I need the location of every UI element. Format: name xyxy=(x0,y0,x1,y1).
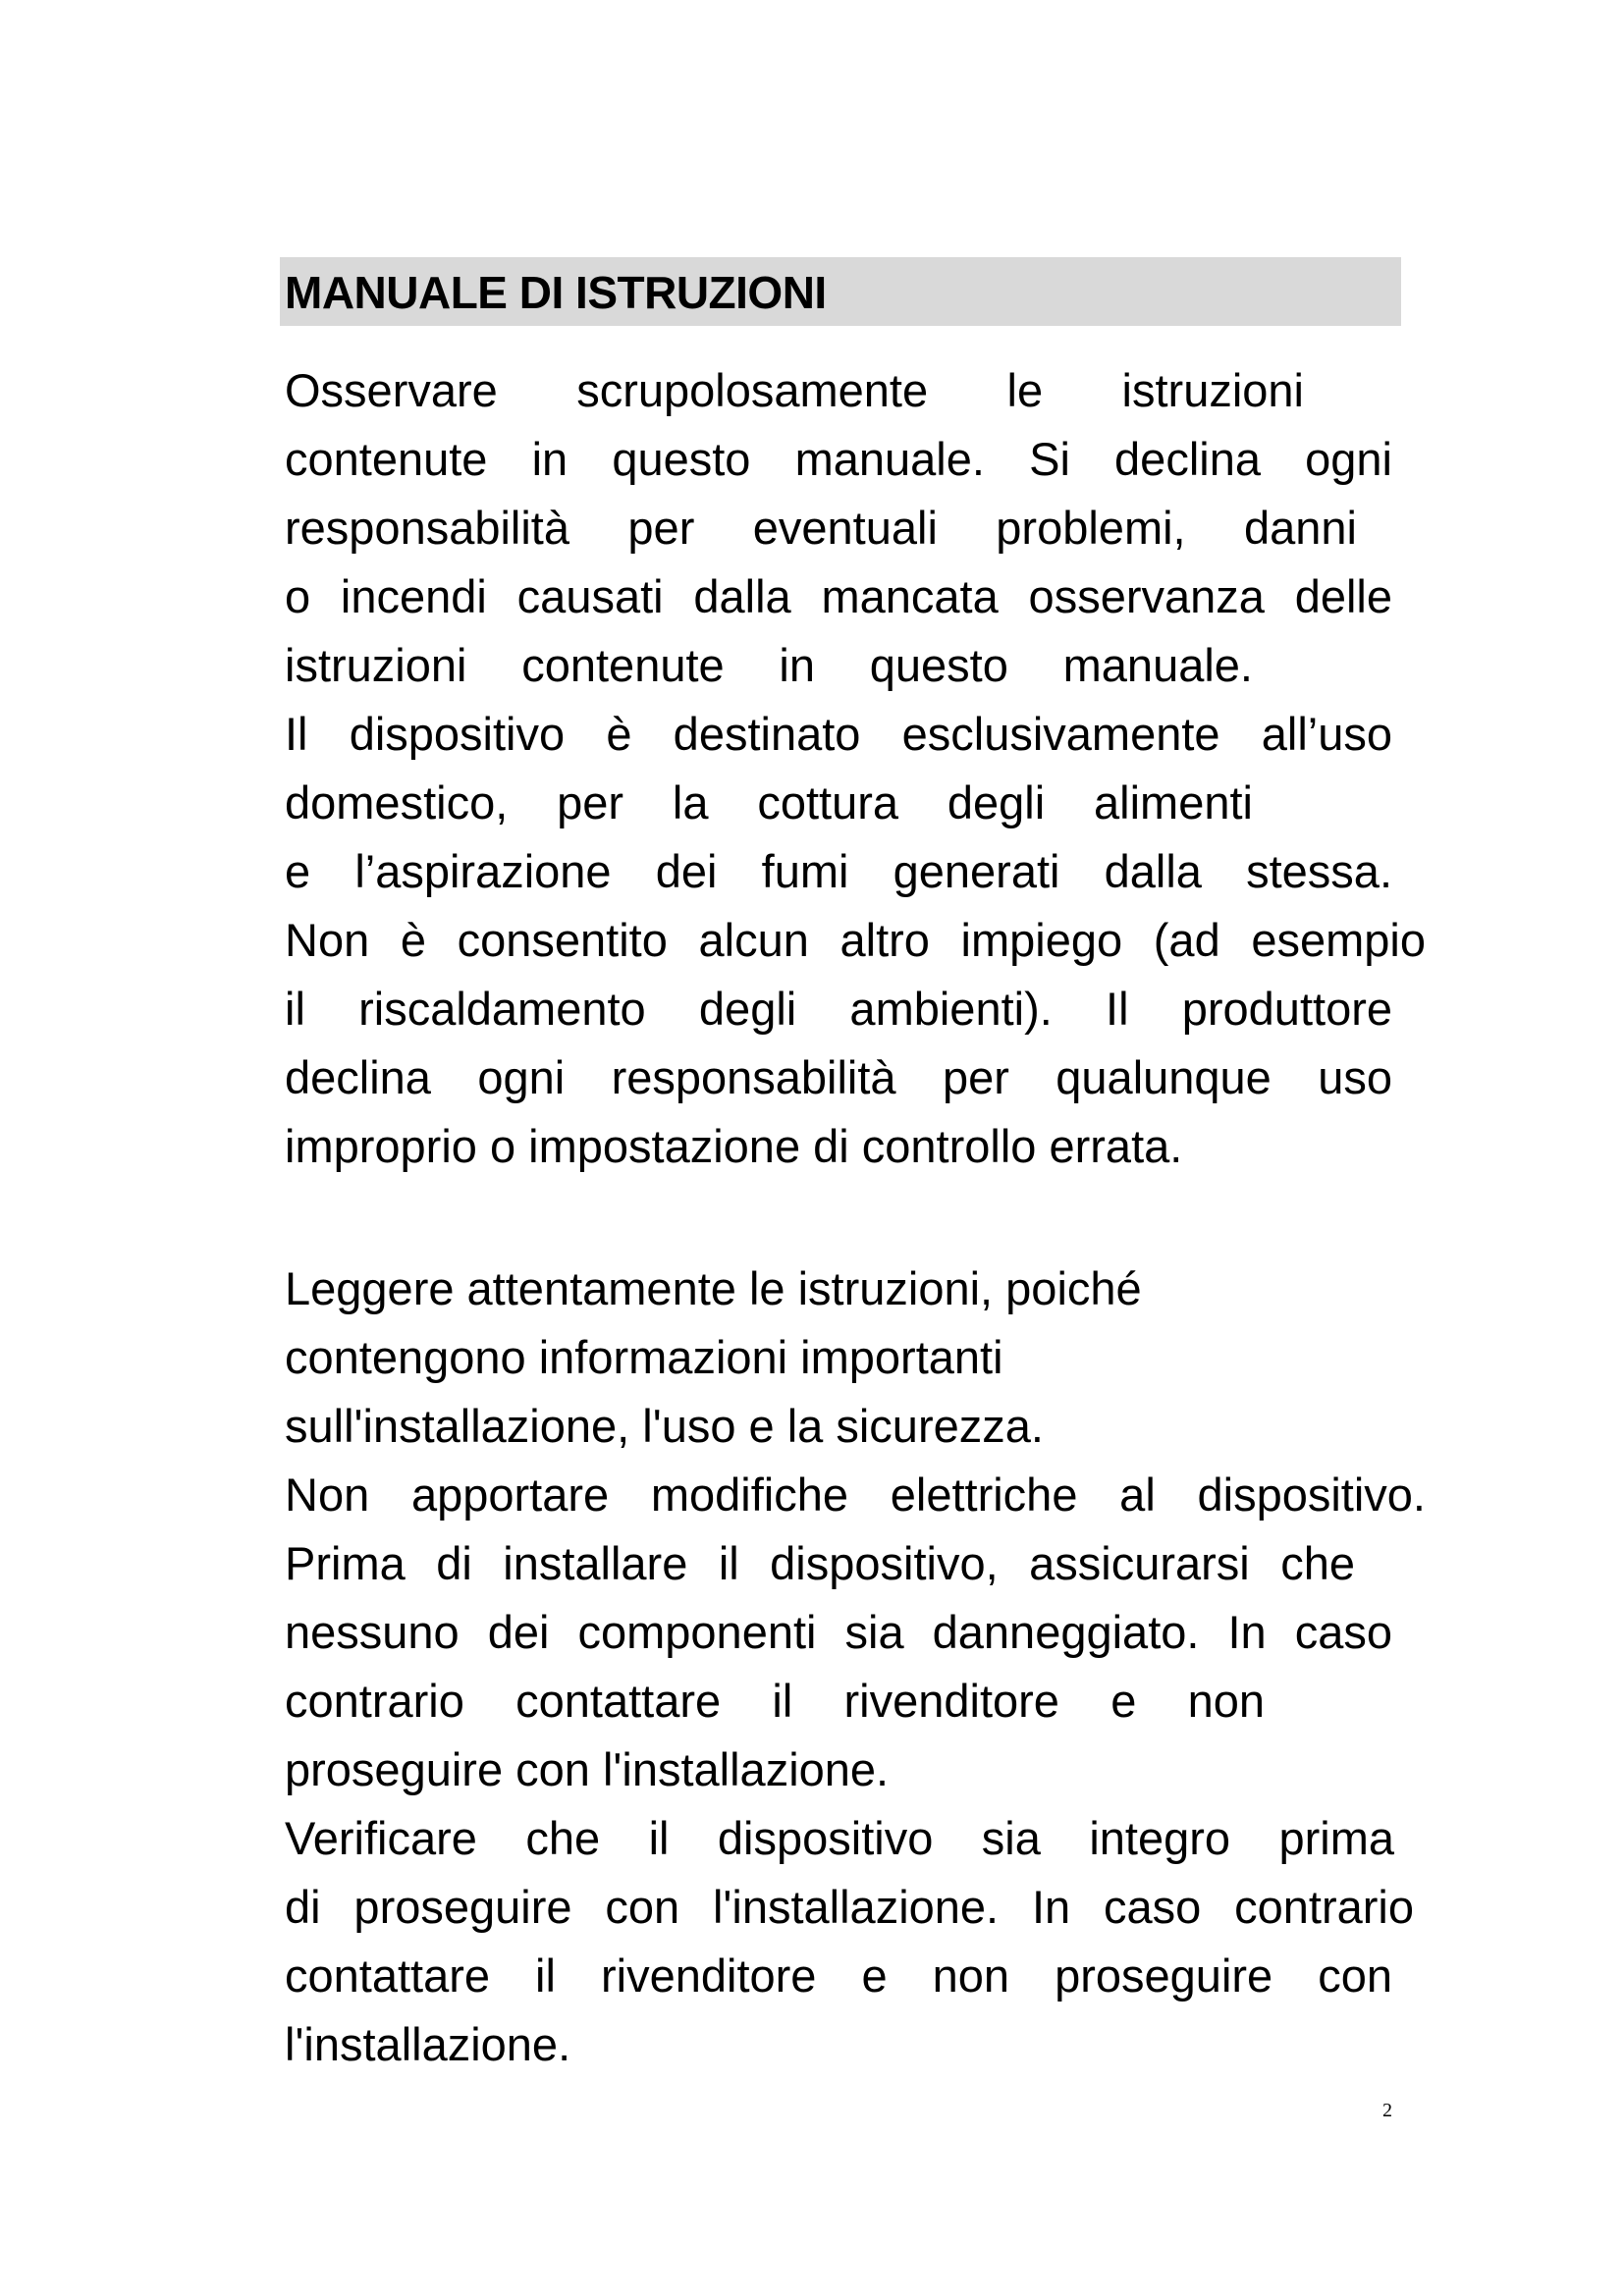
text-line: Non è consentito alcun altro impiego (ad esempio xyxy=(285,914,1426,966)
text-line: Non apportare modifiche elettriche al dispositivo. xyxy=(285,1468,1426,1521)
text-line: domestico, per la cottura degli alimenti xyxy=(285,776,1253,828)
text-line: o incendi causati dalla mancata osservanza delle xyxy=(285,570,1392,622)
text-line: Il dispositivo è destinato esclusivamente all’uso xyxy=(285,708,1392,760)
text-line: e l’aspirazione dei fumi generati dalla stessa. xyxy=(285,845,1392,897)
text-line: nessuno dei componenti sia danneggiato. In caso xyxy=(285,1606,1392,1658)
text-line: proseguire con l'installazione. xyxy=(285,1743,890,1795)
text-line: l'installazione. xyxy=(285,2018,571,2070)
text-line: Osservare scrupolosamente le istruzioni xyxy=(285,364,1304,416)
text-line: contengono informazioni importanti xyxy=(285,1331,1003,1383)
text-line: istruzioni contenute in questo manuale. xyxy=(285,639,1253,691)
text-line: di proseguire con l'installazione. In caso contrario xyxy=(285,1881,1414,1933)
text-line: contrario contattare il rivenditore e non xyxy=(285,1675,1265,1727)
text-line: Verificare che il dispositivo sia integro prima xyxy=(285,1812,1394,1864)
text-line: declina ogni responsabilità per qualunque uso xyxy=(285,1051,1392,1103)
page-title: MANUALE DI ISTRUZIONI xyxy=(285,267,827,318)
page-number: 2 xyxy=(1382,2100,1392,2121)
text-line: Prima di installare il dispositivo, assicurarsi che xyxy=(285,1537,1355,1589)
text-line: il riscaldamento degli ambienti). Il produttore xyxy=(285,983,1392,1035)
text-line: sull'installazione, l'uso e la sicurezza. xyxy=(285,1400,1044,1452)
text-line: Leggere attentamente le istruzioni, poiché xyxy=(285,1262,1142,1314)
text-line: contenute in questo manuale. Si declina ogni xyxy=(285,433,1392,485)
text-line: contattare il rivenditore e non proseguire con xyxy=(285,1949,1392,2002)
text-line: improprio o impostazione di controllo errata. xyxy=(285,1120,1183,1172)
text-line: responsabilità per eventuali problemi, danni xyxy=(285,502,1357,554)
